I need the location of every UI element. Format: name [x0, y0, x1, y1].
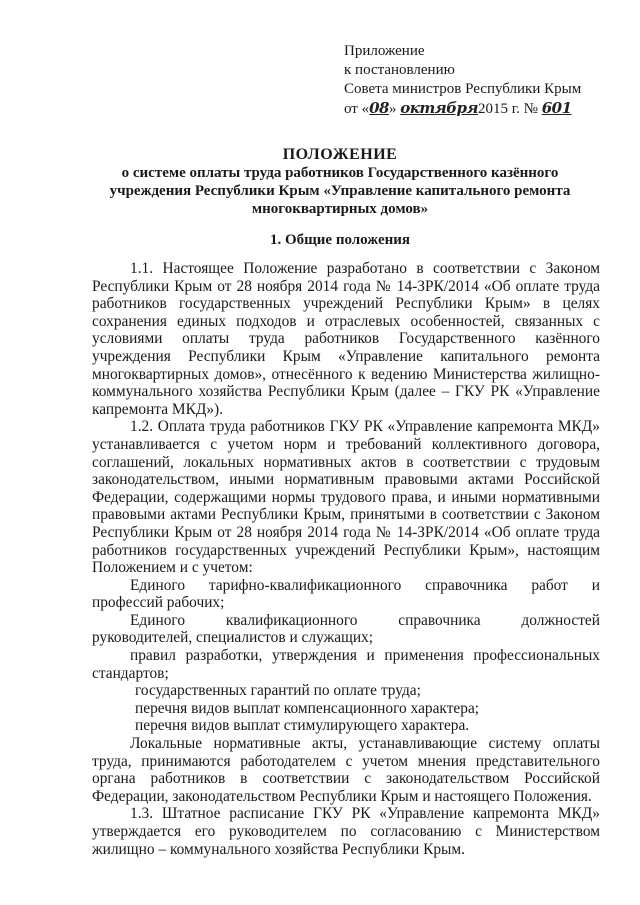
list-item-incentive: перечня видов выплат стимулирующего характера.: [135, 717, 470, 735]
appendix-line-3: Совета министров Республики Крым: [344, 81, 582, 97]
date-year: 2015 г. №: [477, 101, 538, 117]
date-prefix: от «: [344, 101, 370, 117]
title-subtitle: о системе оплаты труда работников Государственного казённого учреждения Республики Крым «Управление капитального ремонта многоквартирных домов»: [109, 165, 571, 217]
appendix-block: [344, 42, 634, 119]
title-heading: ПОЛОЖЕНИЕ: [282, 146, 398, 163]
appendix-line-2: к постановлению: [344, 62, 455, 78]
appendix-line-1: Приложение: [344, 43, 425, 59]
date-month-handwritten: октября: [400, 99, 478, 117]
document-body: [92, 260, 600, 858]
section-heading: 1. Общие положения: [269, 232, 411, 248]
list-item-standards: правил разработки, утверждения и применения профессиональных стандартов;: [92, 647, 600, 682]
list-item-guarantees: государственных гарантий по оплате труда;: [135, 682, 421, 700]
list-item-qualification-line-2: руководителей, специалистов и служащих;: [92, 629, 374, 647]
list-item-compensation: перечня видов выплат компенсационного характера;: [135, 699, 480, 717]
date-day-handwritten: 08: [369, 99, 389, 117]
paragraph-1-1: 1.1. Настоящее Положение разработано в соответствии с Законом Республики Крым от 28 ноября 2014 года № 14-ЗРК/2014 «Об оплате труда работников государственных учреждений Республики Крым» в целях сохранения единых подходов и отраслевых особенностей, связанных с условиями оплаты труда работников Государственного казённого учреждения Республики Крым «Управление капитального ремонта многоквартирных домов», отнесённого к ведению Министерства жилищно-коммунального хозяйства Республики Крым (далее – ГКУ РК «Управление капремонта МКД»).: [92, 260, 600, 418]
list-item-tariff-line-2: профессий рабочих;: [92, 594, 225, 612]
paragraph-local-acts: Локальные нормативные акты, устанавливающие систему оплаты труда, принимаются работодателем с учетом мнения представительного органа работников в соответствии с законодательством Российской Федерации, законодательством Республики Крым и настоящего Положения.: [92, 735, 600, 805]
document-title: [80, 146, 600, 218]
document-number-handwritten: 601: [541, 99, 572, 117]
list-item-qualification-line-1: Единого квалификационного справочника должностей: [130, 611, 600, 629]
date-mid: »: [388, 101, 397, 117]
list-item-tariff-line-1: Единого тарифно-квалификационного справочника работ и: [130, 576, 600, 594]
paragraph-1-3: 1.3. Штатное расписание ГКУ РК «Управление капремонта МКД» утверждается его руководителем по согласованию с Министерством жилищно – коммунального хозяйства Республики Крым.: [92, 805, 600, 858]
paragraph-1-2: 1.2. Оплата труда работников ГКУ РК «Управление капремонта МКД» устанавливается с учетом норм и требований коллективного договора, соглашений, локальных нормативных актов в соответствии с трудовым законодательством, иными нормативным правовыми актами Российской Федерации, содержащими нормы трудового права, и иными нормативными правовыми актами Республики Крым, принятыми в соответствии с Законом Республики Крым от 28 ноября 2014 года № 14-ЗРК/2014 «Об оплате труда работников государственных учреждений Республики Крым», настоящим Положением и с учетом:: [92, 418, 600, 577]
appendix-date-line: [344, 99, 634, 119]
